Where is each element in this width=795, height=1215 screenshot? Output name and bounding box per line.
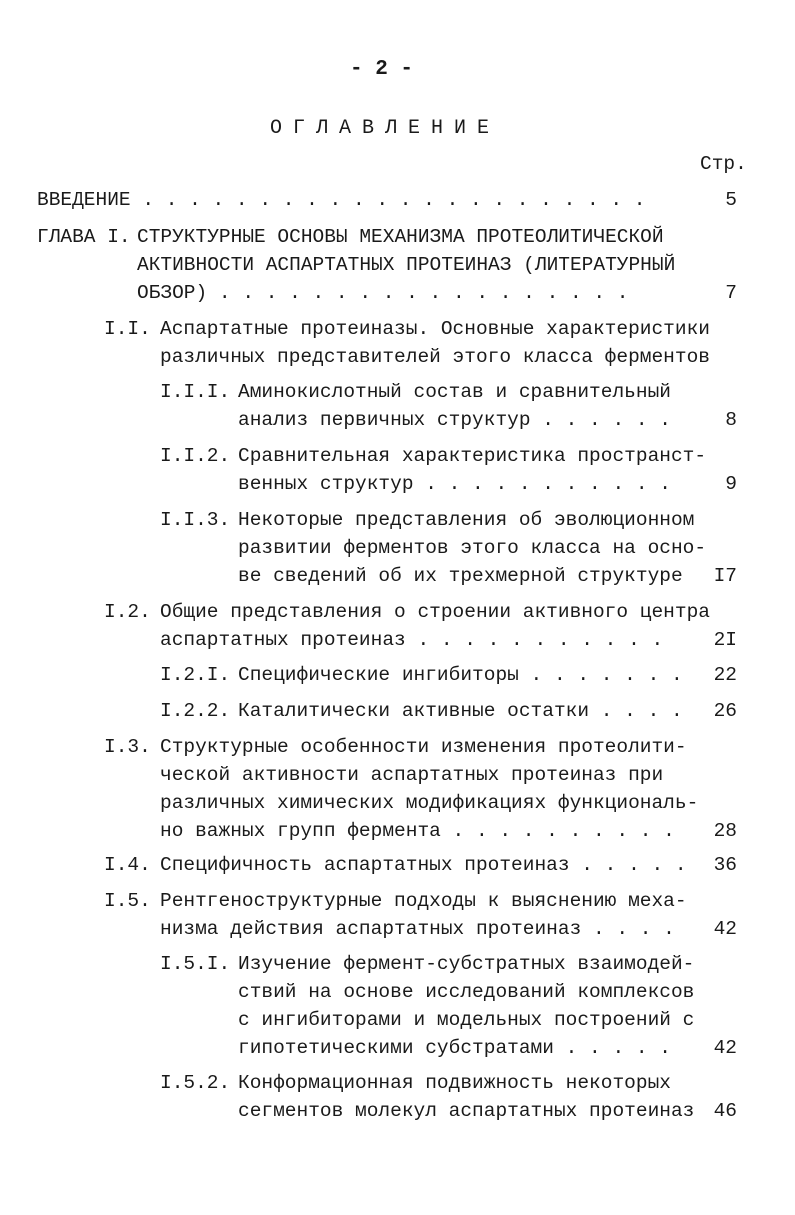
entry-number: I.I.I.	[160, 381, 231, 403]
page-number: - 2 -	[350, 58, 414, 81]
entry-text: различных представителей этого класса ферментов	[160, 346, 710, 368]
entry-text: Рентгеноструктурные подходы к выяснению меха-	[160, 890, 687, 912]
entry-text: ческой активности аспартатных протеиназ при	[160, 764, 664, 786]
entry-page: I7	[713, 565, 737, 587]
entry-text: Структурные особенности изменения протеолити-	[160, 736, 687, 758]
entry-page: 22	[713, 664, 737, 686]
entry-page: 36	[713, 854, 737, 876]
entry-text: АКТИВНОСТИ АСПАРТАТНЫХ ПРОТЕИНАЗ (ЛИТЕРАТУРНЫЙ	[137, 254, 676, 276]
entry-text: Аминокислотный состав и сравнительный	[238, 381, 671, 403]
entry-text: с ингибиторами и модельных построений с	[238, 1009, 695, 1031]
entry-page: 42	[713, 1037, 737, 1059]
entry-text: ве сведений об их трехмерной структуре	[238, 565, 683, 587]
entry-text: СТРУКТУРНЫЕ ОСНОВЫ МЕХАНИЗМА ПРОТЕОЛИТИЧЕСКОЙ	[137, 226, 664, 248]
entry-text: различных химических модификациях функциональ-	[160, 792, 699, 814]
entry-text: Каталитически активные остатки . . . .	[238, 700, 683, 722]
entry-page: 2I	[713, 629, 737, 651]
entry-text: анализ первичных структур . . . . . .	[238, 409, 671, 431]
entry-text: Некоторые представления об эволюционном	[238, 509, 695, 531]
entry-text: Специфичность аспартатных протеиназ . . . . .	[160, 854, 687, 876]
entry-number: I.5.	[104, 890, 151, 912]
entry-text: Общие представления о строении активного центра	[160, 601, 710, 623]
entry-number: I.I.	[104, 318, 151, 340]
entry-page: 26	[713, 700, 737, 722]
entry-page: 5	[725, 189, 737, 211]
entry-text: аспартатных протеиназ . . . . . . . . . . .	[160, 629, 664, 651]
entry-text: ствий на основе исследований комплексов	[238, 981, 695, 1003]
entry-number: I.4.	[104, 854, 151, 876]
entry-page: 9	[725, 473, 737, 495]
entry-number: I.I.2.	[160, 445, 231, 467]
entry-text: гипотетическими субстратами . . . . .	[238, 1037, 671, 1059]
entry-number: I.5.I.	[160, 953, 231, 975]
entry-number: I.5.2.	[160, 1072, 231, 1094]
entry-page: 8	[725, 409, 737, 431]
entry-number: I.3.	[104, 736, 151, 758]
entry-number: ГЛАВА I.	[37, 226, 131, 248]
entry-text: Изучение фермент-субстратных взаимодей-	[238, 953, 695, 975]
page-title: ОГЛАВЛЕНИЕ	[270, 117, 501, 140]
entry-text: сегментов молекул аспартатных протеиназ	[238, 1100, 695, 1122]
entry-page: 42	[713, 918, 737, 940]
entry-text: ВВЕДЕНИЕ . . . . . . . . . . . . . . . . . . . . . .	[37, 189, 646, 211]
entry-text: ОБЗОР) . . . . . . . . . . . . . . . . . .	[137, 282, 629, 304]
entry-text: но важных групп фермента . . . . . . . . . .	[160, 820, 675, 842]
entry-text: низма действия аспартатных протеиназ . . . .	[160, 918, 675, 940]
page-column-label: Стр.	[700, 153, 747, 175]
entry-number: I.I.3.	[160, 509, 231, 531]
entry-number: I.2.	[104, 601, 151, 623]
entry-text: Аспартатные протеиназы. Основные характеристики	[160, 318, 710, 340]
entry-text: Специфические ингибиторы . . . . . . .	[238, 664, 683, 686]
entry-number: I.2.2.	[160, 700, 231, 722]
entry-page: 7	[725, 282, 737, 304]
entry-text: Сравнительная характеристика пространст-	[238, 445, 707, 467]
entry-number: I.2.I.	[160, 664, 231, 686]
entry-page: 28	[713, 820, 737, 842]
entry-page: 46	[713, 1100, 737, 1122]
entry-text: развитии ферментов этого класса на осно-	[238, 537, 707, 559]
entry-text: венных структур . . . . . . . . . . .	[238, 473, 671, 495]
entry-text: Конформационная подвижность некоторых	[238, 1072, 671, 1094]
